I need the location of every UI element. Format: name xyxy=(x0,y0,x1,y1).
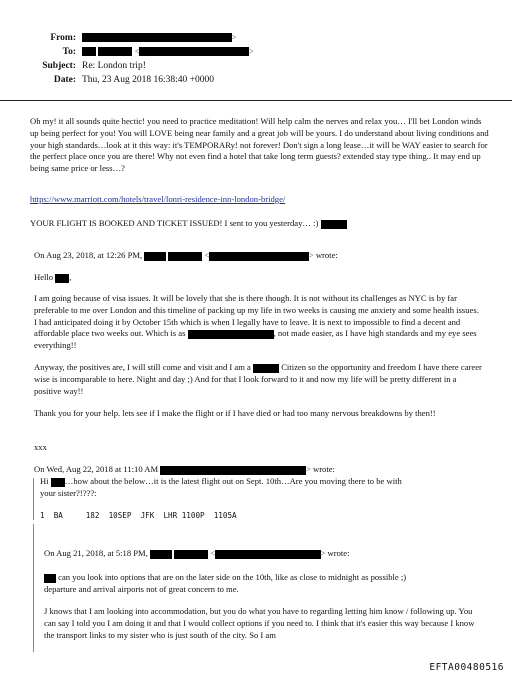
from-label: From: xyxy=(50,33,76,43)
subject-label: Subject: xyxy=(42,61,76,71)
redaction xyxy=(51,478,65,487)
redaction xyxy=(82,47,96,56)
flight-booked-line xyxy=(30,218,490,230)
flight-itinerary: 1 BA 182 10SEP JFK LHR 1100P 1105A xyxy=(40,511,237,520)
marriott-link[interactable] xyxy=(30,194,490,206)
quote1-date: On Aug 23, 2018, at 12:26 PM, xyxy=(34,250,143,260)
flight-booked-text: YOUR FLIGHT IS BOOKED AND TICKET ISSUED! I sent to you yesterday… :) xyxy=(30,218,319,228)
quote2-header: On Wed, Aug 22, 2018 at 11:10 AM > wrote: xyxy=(34,464,335,474)
redaction xyxy=(144,252,166,261)
to-value: < > xyxy=(82,47,254,57)
quote1-wrote: wrote: xyxy=(315,250,338,260)
document-id: EFTA00480516 xyxy=(429,662,504,673)
quote2-line1: Hi …how about the below…it is the latest flight out on Sept. 10th…Are you moving there to be with xyxy=(40,476,402,486)
redaction xyxy=(321,220,347,229)
redaction xyxy=(82,33,232,42)
redaction xyxy=(55,274,69,283)
quote3-para1: can you look into options that are on the later side on the 10th, like as close to midnight as possible ;) departure and arrival airports not of great concern to me. xyxy=(44,572,407,594)
quote2-line2: your sister?!???: xyxy=(40,488,97,498)
redaction xyxy=(253,364,279,373)
redaction xyxy=(209,252,309,261)
quote1-para2: Anyway, the positives are, I will still come and visit and I am a Citizen so the opportunity and freedom I have there career wise is incomparable to here. Night and day ;) And for that I look forward to it and now my life will be pretty different in a positive way!! xyxy=(34,362,482,396)
header-divider xyxy=(0,100,512,101)
hello-text: Hello xyxy=(34,272,54,282)
redaction xyxy=(98,47,132,56)
quote1-para3: Thank you for your help. lets see if I make the flight or if I have died or had too many nervous breakdowns by then!! xyxy=(34,408,436,418)
quote1-header: On Aug 23, 2018, at 12:26 PM, < > wrote: xyxy=(34,250,338,260)
link-text[interactable]: https://www.marriott.com/hotels/travel/lonri-residence-inn-london-bridge/ xyxy=(30,194,286,204)
redaction xyxy=(174,550,208,559)
redaction xyxy=(44,574,56,583)
quote2-date: On Wed, Aug 22, 2018 at 11:10 AM xyxy=(34,464,159,474)
quote3-header: On Aug 21, 2018, at 5:18 PM, < > wrote: xyxy=(44,548,350,558)
quote1-para1: I am going because of visa issues. It will be lovely that she is there though. It is not without its challenges as NYC is by far preferable to me over London and this timeline of packing up my life in two weeks is causing me anxiety and some health issues. I had anticipated doing it by October 15th which is when I legally have to leave. It is next to impossible to find a decent and affordable place two weeks out. Which is as , not made easier, as I have high standards and my eye sees everything!! xyxy=(34,293,479,351)
quote3-bar xyxy=(33,524,34,652)
from-value: > xyxy=(82,33,237,43)
redaction xyxy=(160,466,306,475)
quote2-bar xyxy=(33,478,34,520)
date-label: Date: xyxy=(53,75,76,85)
date-value: Thu, 23 Aug 2018 16:38:40 +0000 xyxy=(82,75,215,85)
quote1-hello: Hello , xyxy=(34,272,72,282)
quote3-para2: J knows that I am looking into accommodation, but you do what you have to regarding letting him know / following up. You can say I told you I am doing it and that I would collect options if you need to. I think that it's easier this way because I know the transport links to my sister who is just south of the city. So I am xyxy=(44,606,475,640)
redaction xyxy=(139,47,249,56)
redaction xyxy=(215,550,321,559)
quote3-wrote: wrote: xyxy=(327,548,350,558)
redaction xyxy=(168,252,202,261)
body-paragraph: Oh my! it all sounds quite hectic! you need to practice meditation! Will help calm the nerves and relax you… I'll bet London winds up being perfect for you! You will LOVE being near family and a great job will be yours. I do understand about living conditions and your high standards…look at it this way: it's TEMPORARy! not forever! Don't sign a long lease…it will be WAY easier to search for the perfect place once you are there! Why not even find a hotel that take long term guests? extended stay type thing.. It may end up being same price or less…? xyxy=(30,116,489,174)
subject-value: Re: London trip! xyxy=(82,61,146,71)
quote1-sign: xxx xyxy=(34,442,47,452)
redaction xyxy=(150,550,172,559)
to-label: To: xyxy=(62,47,76,57)
quote3-date: On Aug 21, 2018, at 5:18 PM, xyxy=(44,548,148,558)
redaction xyxy=(188,330,274,339)
quote2-wrote: wrote: xyxy=(312,464,335,474)
